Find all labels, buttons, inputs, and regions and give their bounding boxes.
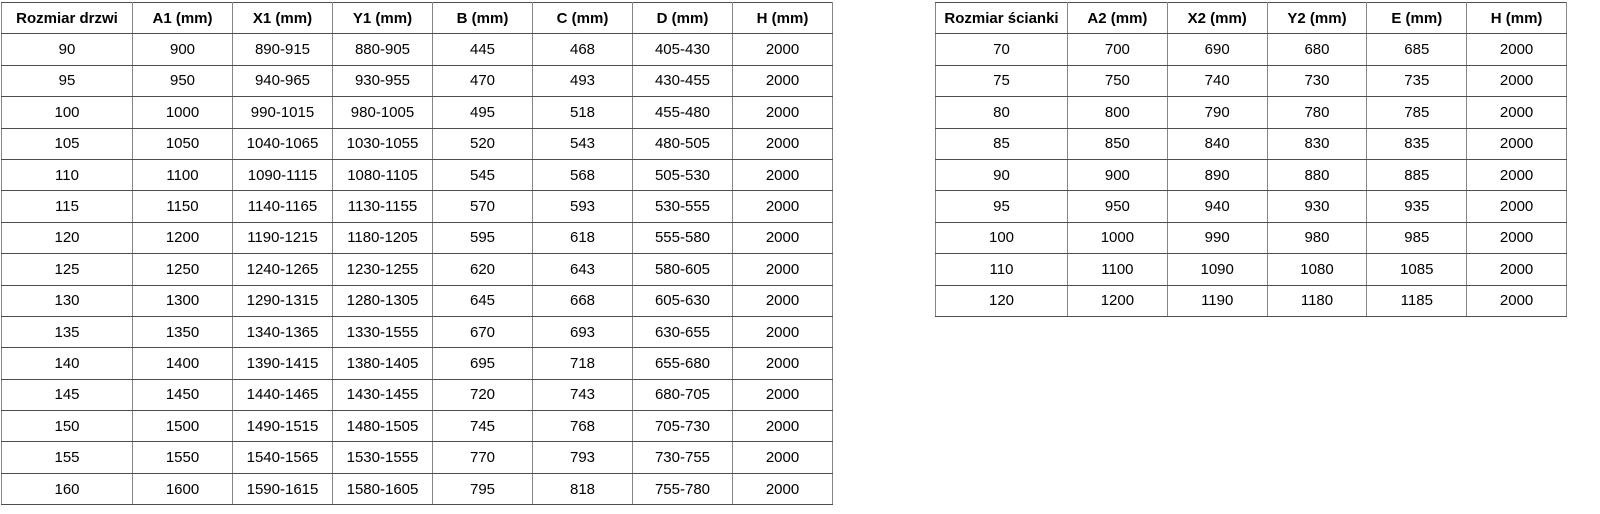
table-cell: 880 xyxy=(1267,159,1367,190)
table-row xyxy=(2,222,833,253)
table-cell: 755-780 xyxy=(633,473,733,504)
table-cell: 580-605 xyxy=(633,254,733,285)
table-cell: 593 xyxy=(533,191,633,222)
table-cell: 730-755 xyxy=(633,442,733,473)
table-cell: 1100 xyxy=(1068,254,1168,285)
table-cell: 518 xyxy=(533,97,633,128)
column-header: H (mm) xyxy=(1467,3,1567,34)
table-cell: 455-480 xyxy=(633,97,733,128)
table-cell: 1300 xyxy=(133,285,233,316)
table-cell: 830 xyxy=(1267,128,1367,159)
table-cell: 2000 xyxy=(1467,159,1567,190)
table-cell: 480-505 xyxy=(633,128,733,159)
table-cell: 75 xyxy=(936,65,1068,96)
table-cell: 950 xyxy=(133,65,233,96)
table-cell: 985 xyxy=(1367,222,1467,253)
table-cell: 155 xyxy=(2,442,133,473)
table-row xyxy=(936,65,1567,96)
table-cell: 835 xyxy=(1367,128,1467,159)
table-cell: 730 xyxy=(1267,65,1367,96)
table-row xyxy=(2,316,833,347)
table-cell: 1580-1605 xyxy=(333,473,433,504)
table-cell: 160 xyxy=(2,473,133,504)
table-cell: 980-1005 xyxy=(333,97,433,128)
table-cell: 405-430 xyxy=(633,34,733,65)
column-header: D (mm) xyxy=(633,3,733,34)
table-row xyxy=(2,65,833,96)
table-cell: 543 xyxy=(533,128,633,159)
table-cell: 1350 xyxy=(133,316,233,347)
table-cell: 700 xyxy=(1068,34,1168,65)
table-cell: 2000 xyxy=(733,316,833,347)
table-cell: 70 xyxy=(936,34,1068,65)
table-cell: 785 xyxy=(1367,97,1467,128)
table-cell: 885 xyxy=(1367,159,1467,190)
table-cell: 940-965 xyxy=(233,65,333,96)
table-cell: 1430-1455 xyxy=(333,379,433,410)
table-cell: 790 xyxy=(1167,97,1267,128)
table-cell: 90 xyxy=(936,159,1068,190)
table-cell: 555-580 xyxy=(633,222,733,253)
table-cell: 1090-1115 xyxy=(233,159,333,190)
table-cell: 1180 xyxy=(1267,285,1367,316)
column-header: Y1 (mm) xyxy=(333,3,433,34)
table-cell: 1230-1255 xyxy=(333,254,433,285)
table-cell: 2000 xyxy=(733,254,833,285)
table-cell: 1080-1105 xyxy=(333,159,433,190)
table-cell: 780 xyxy=(1267,97,1367,128)
table-cell: 1180-1205 xyxy=(333,222,433,253)
table-cell: 900 xyxy=(1068,159,1168,190)
table-row xyxy=(936,285,1567,316)
table-cell: 1030-1055 xyxy=(333,128,433,159)
table-cell: 1200 xyxy=(1068,285,1168,316)
table-cell: 95 xyxy=(2,65,133,96)
table-cell: 110 xyxy=(2,159,133,190)
table-cell: 1290-1315 xyxy=(233,285,333,316)
table-cell: 1185 xyxy=(1367,285,1467,316)
table-row xyxy=(2,34,833,65)
table-cell: 110 xyxy=(936,254,1068,285)
table-cell: 1150 xyxy=(133,191,233,222)
table-row xyxy=(2,191,833,222)
table-row xyxy=(2,159,833,190)
table-row xyxy=(936,159,1567,190)
table-cell: 930 xyxy=(1267,191,1367,222)
table-cell: 120 xyxy=(936,285,1068,316)
table-cell: 2000 xyxy=(1467,285,1567,316)
table-cell: 1500 xyxy=(133,411,233,442)
table-row xyxy=(2,411,833,442)
table-cell: 150 xyxy=(2,411,133,442)
table-cell: 1400 xyxy=(133,348,233,379)
table-cell: 2000 xyxy=(1467,254,1567,285)
table-cell: 2000 xyxy=(733,65,833,96)
table-cell: 545 xyxy=(433,159,533,190)
table-row xyxy=(936,191,1567,222)
table-cell: 1280-1305 xyxy=(333,285,433,316)
table-cell: 1000 xyxy=(133,97,233,128)
table-cell: 1590-1615 xyxy=(233,473,333,504)
table-cell: 940 xyxy=(1167,191,1267,222)
table-row xyxy=(936,254,1567,285)
table-cell: 605-630 xyxy=(633,285,733,316)
table-cell: 643 xyxy=(533,254,633,285)
table-row xyxy=(936,34,1567,65)
table-cell: 645 xyxy=(433,285,533,316)
table-cell: 1240-1265 xyxy=(233,254,333,285)
table-cell: 890-915 xyxy=(233,34,333,65)
table-cell: 1050 xyxy=(133,128,233,159)
table-cell: 800 xyxy=(1068,97,1168,128)
table-cell: 950 xyxy=(1068,191,1168,222)
column-header: X1 (mm) xyxy=(233,3,333,34)
table-cell: 745 xyxy=(433,411,533,442)
table-cell: 80 xyxy=(936,97,1068,128)
table-cell: 2000 xyxy=(733,285,833,316)
table-cell: 2000 xyxy=(1467,191,1567,222)
table-cell: 900 xyxy=(133,34,233,65)
table-cell: 100 xyxy=(2,97,133,128)
table-cell: 1085 xyxy=(1367,254,1467,285)
table-cell: 670 xyxy=(433,316,533,347)
table-cell: 1100 xyxy=(133,159,233,190)
table-cell: 685 xyxy=(1367,34,1467,65)
header-row xyxy=(2,3,833,34)
table-cell: 1340-1365 xyxy=(233,316,333,347)
table-cell: 2000 xyxy=(1467,97,1567,128)
table-row xyxy=(2,128,833,159)
table-cell: 130 xyxy=(2,285,133,316)
table-cell: 120 xyxy=(2,222,133,253)
table-cell: 493 xyxy=(533,65,633,96)
table-cell: 1140-1165 xyxy=(233,191,333,222)
table-cell: 2000 xyxy=(733,128,833,159)
table-cell: 1550 xyxy=(133,442,233,473)
table-row xyxy=(2,97,833,128)
table-cell: 980 xyxy=(1267,222,1367,253)
table-row xyxy=(936,128,1567,159)
table-cell: 1600 xyxy=(133,473,233,504)
table-cell: 618 xyxy=(533,222,633,253)
wall-size-table xyxy=(935,2,1567,317)
table-cell: 2000 xyxy=(733,97,833,128)
table-cell: 1000 xyxy=(1068,222,1168,253)
door-size-table xyxy=(1,2,833,505)
table-cell: 1380-1405 xyxy=(333,348,433,379)
column-header: A2 (mm) xyxy=(1068,3,1168,34)
table-cell: 1200 xyxy=(133,222,233,253)
table-cell: 620 xyxy=(433,254,533,285)
table-row xyxy=(2,285,833,316)
table-row xyxy=(2,348,833,379)
table-row xyxy=(936,97,1567,128)
table-cell: 2000 xyxy=(733,348,833,379)
table-row xyxy=(2,379,833,410)
table-row xyxy=(2,254,833,285)
table-cell: 718 xyxy=(533,348,633,379)
table-row xyxy=(936,222,1567,253)
table-cell: 680-705 xyxy=(633,379,733,410)
table-cell: 90 xyxy=(2,34,133,65)
table-cell: 595 xyxy=(433,222,533,253)
table-cell: 818 xyxy=(533,473,633,504)
table-cell: 2000 xyxy=(1467,128,1567,159)
table-cell: 115 xyxy=(2,191,133,222)
table-cell: 2000 xyxy=(1467,34,1567,65)
table-cell: 135 xyxy=(2,316,133,347)
table-cell: 1190-1215 xyxy=(233,222,333,253)
table-cell: 568 xyxy=(533,159,633,190)
table-cell: 930-955 xyxy=(333,65,433,96)
header-row xyxy=(936,3,1567,34)
table-row xyxy=(2,442,833,473)
column-header: A1 (mm) xyxy=(133,3,233,34)
table-cell: 468 xyxy=(533,34,633,65)
table-cell: 720 xyxy=(433,379,533,410)
table-cell: 2000 xyxy=(733,473,833,504)
table-cell: 520 xyxy=(433,128,533,159)
table-cell: 740 xyxy=(1167,65,1267,96)
table-cell: 793 xyxy=(533,442,633,473)
table-cell: 1450 xyxy=(133,379,233,410)
table-cell: 990 xyxy=(1167,222,1267,253)
column-header: H (mm) xyxy=(733,3,833,34)
table-cell: 2000 xyxy=(1467,65,1567,96)
table-cell: 1190 xyxy=(1167,285,1267,316)
column-header: Rozmiar ścianki xyxy=(936,3,1068,34)
table-cell: 890 xyxy=(1167,159,1267,190)
table-cell: 735 xyxy=(1367,65,1467,96)
table-cell: 1390-1415 xyxy=(233,348,333,379)
table-cell: 2000 xyxy=(733,159,833,190)
table-row xyxy=(2,473,833,504)
table-cell: 1040-1065 xyxy=(233,128,333,159)
table-cell: 445 xyxy=(433,34,533,65)
table-cell: 95 xyxy=(936,191,1068,222)
table-cell: 495 xyxy=(433,97,533,128)
table-cell: 125 xyxy=(2,254,133,285)
table-cell: 430-455 xyxy=(633,65,733,96)
table-cell: 1480-1505 xyxy=(333,411,433,442)
table-cell: 693 xyxy=(533,316,633,347)
table-cell: 695 xyxy=(433,348,533,379)
table-cell: 1540-1565 xyxy=(233,442,333,473)
column-header: X2 (mm) xyxy=(1167,3,1267,34)
table-cell: 85 xyxy=(936,128,1068,159)
table-cell: 850 xyxy=(1068,128,1168,159)
table-cell: 2000 xyxy=(733,379,833,410)
table-cell: 655-680 xyxy=(633,348,733,379)
table-cell: 505-530 xyxy=(633,159,733,190)
table-cell: 2000 xyxy=(733,191,833,222)
table-cell: 1250 xyxy=(133,254,233,285)
table-cell: 140 xyxy=(2,348,133,379)
table-cell: 2000 xyxy=(733,222,833,253)
table-cell: 750 xyxy=(1068,65,1168,96)
column-header: Y2 (mm) xyxy=(1267,3,1367,34)
table-cell: 100 xyxy=(936,222,1068,253)
column-header: B (mm) xyxy=(433,3,533,34)
table-cell: 840 xyxy=(1167,128,1267,159)
table-cell: 990-1015 xyxy=(233,97,333,128)
table-cell: 768 xyxy=(533,411,633,442)
table-cell: 1130-1155 xyxy=(333,191,433,222)
table-cell: 1530-1555 xyxy=(333,442,433,473)
table-cell: 2000 xyxy=(733,34,833,65)
table-cell: 743 xyxy=(533,379,633,410)
table-cell: 705-730 xyxy=(633,411,733,442)
table-cell: 105 xyxy=(2,128,133,159)
table-cell: 1090 xyxy=(1167,254,1267,285)
table-cell: 470 xyxy=(433,65,533,96)
table-cell: 795 xyxy=(433,473,533,504)
table-cell: 570 xyxy=(433,191,533,222)
table-cell: 680 xyxy=(1267,34,1367,65)
table-cell: 935 xyxy=(1367,191,1467,222)
table-cell: 2000 xyxy=(1467,222,1567,253)
table-cell: 690 xyxy=(1167,34,1267,65)
table-cell: 145 xyxy=(2,379,133,410)
table-cell: 1330-1555 xyxy=(333,316,433,347)
column-header: E (mm) xyxy=(1367,3,1467,34)
table-cell: 1490-1515 xyxy=(233,411,333,442)
table-cell: 668 xyxy=(533,285,633,316)
table-cell: 630-655 xyxy=(633,316,733,347)
column-header: C (mm) xyxy=(533,3,633,34)
table-cell: 2000 xyxy=(733,411,833,442)
table-cell: 770 xyxy=(433,442,533,473)
table-cell: 530-555 xyxy=(633,191,733,222)
table-cell: 2000 xyxy=(733,442,833,473)
column-header: Rozmiar drzwi xyxy=(2,3,133,34)
table-cell: 1080 xyxy=(1267,254,1367,285)
table-cell: 1440-1465 xyxy=(233,379,333,410)
table-cell: 880-905 xyxy=(333,34,433,65)
